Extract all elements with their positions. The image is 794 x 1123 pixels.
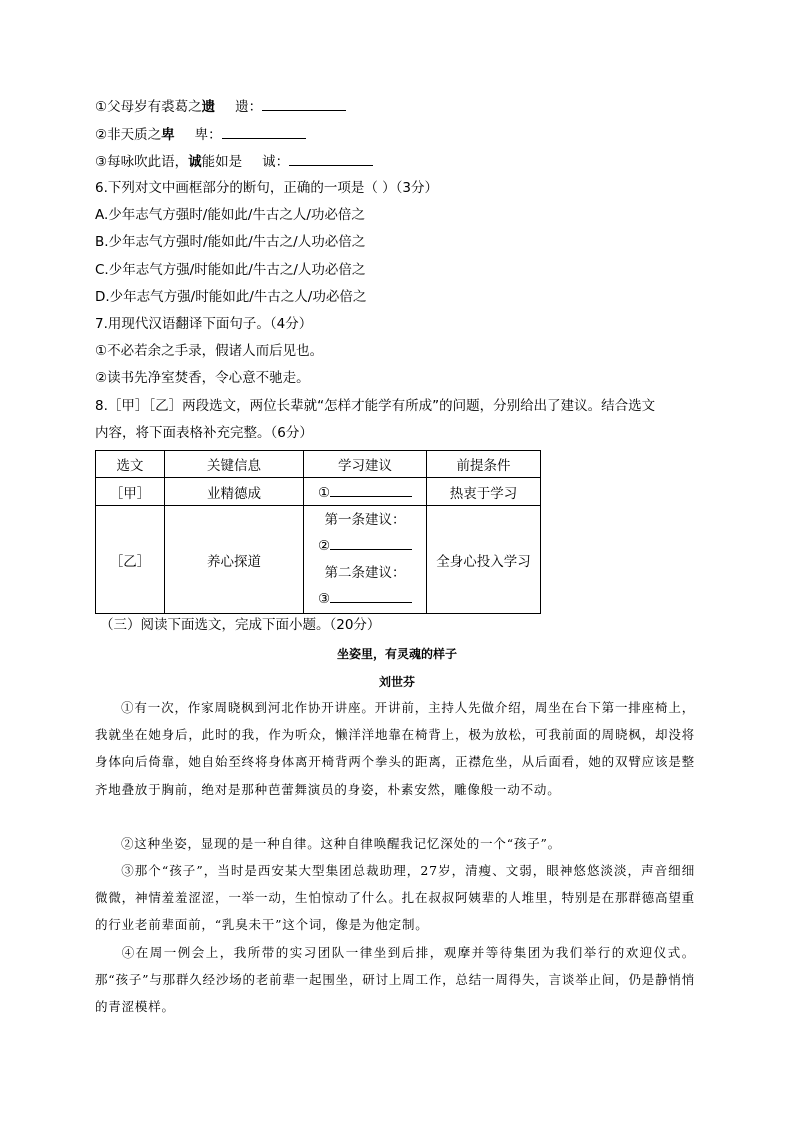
q5-item-3: ③每咏吹此语，诚能如是 诚： [95,151,373,172]
table-header: 选文 [96,451,165,478]
table-header: 学习建议 [304,451,427,478]
answer-table [95,450,541,614]
answer-blank[interactable] [222,124,306,139]
q5-item-1: ①父母岁有裘葛之遗 遗： [95,96,346,117]
table-cell: ［乙］ [96,506,165,614]
q7-stem: 7.用现代汉语翻译下面句子。（4分） [95,316,313,332]
answer-blank[interactable] [262,96,346,111]
advice-label: 第一条建议： [324,511,406,528]
q8-stem-line-2: 内容，将下面表格补充完整。（6分） [95,425,313,441]
q7-sentence-2: ②读书先净室焚香，令心意不驰走。 [95,370,310,386]
paragraph-2: ②这种坐姿，显现的是一种自律。这种自律唤醒我记忆深处的一个“孩子”。 [121,836,561,851]
answer-blank[interactable] [330,535,412,550]
article-author: 刘世芬 [378,675,415,689]
q7-sentence-1: ①不必若余之手录，假诸人而后见也。 [95,343,324,359]
answer-blank[interactable] [330,588,412,603]
article-title: 坐姿里，有灵魂的样子 [336,647,457,661]
paragraph-1: ①有一次，作家周晓枫到河北作协开讲座。开讲前，主持人先做介绍，周坐在台下第一排座椅上，我就坐在她身后，此时的我，作为听众，懒洋洋地靠在椅背上，极为放松，可我前面的周晓枫，却没将身体向后倚靠，她自始至终将身体离开椅背两个拳头的距离，正襟危坐，从后面看，她的双臂应该是整齐地叠放于胸前，绝对是那种芭蕾舞演员的身姿，朴素安然，雕像般一动不动。 [95,700,695,797]
q6-option-b[interactable]: B.少年志气方强时/能如此/牛古之/人功必倍之 [95,234,366,250]
paragraph-3: ③那个“孩子”，当时是西安某大型集团总裁助理，27岁，清瘦、文弱，眼神悠悠淡淡，声音细细微微，神情羞羞涩涩，一举一动，生怕惊动了什么。扎在叔叔阿姨辈的人堆里，特别是在那群德高望重的行业老前辈面前，“乳臭未干”这个词，像是为他定制。 [95,863,695,933]
table-cell: 热衷于学习 [427,478,541,506]
q5-item-2: ②非天质之卑 卑： [95,124,306,145]
q6-option-d[interactable]: D.少年志气方强/时能如此/牛古之人/功必倍之 [95,289,367,305]
q6-option-c[interactable]: C.少年志气方强/时能如此/牛古之/人功必倍之 [95,262,366,278]
answer-blank[interactable] [330,482,412,497]
paragraph-4: ④在周一例会上，我所带的实习团队一律坐到后排，观摩并等待集团为我们举行的欢迎仪式。那“孩子”与那群久经沙场的老前辈一起围坐，研讨上周工作，总结一周得失，言谈举止间，仍是静悄悄的青涩模样。 [95,945,695,1015]
advice-label: 第二条建议： [324,564,406,581]
table-cell: ① [304,478,427,506]
section-instruction: （三）阅读下面选文，完成下面小题。（20分） [100,617,381,633]
table-header: 关键信息 [165,451,304,478]
table-cell: 养心探道 [165,506,304,614]
table-cell: 业精德成 [165,478,304,506]
q6-option-a[interactable]: A.少年志气方强时/能如此/牛古之人/功必倍之 [95,207,365,223]
q8-stem-line-1: 8.［甲］［乙］两段选文，两位长辈就“怎样才能学有所成”的问题，分别给出了建议。结合选文 [95,398,656,414]
table-header: 前提条件 [427,451,541,478]
table-cell: 第一条建议： ② 第二条建议： ③ [304,506,427,614]
answer-blank[interactable] [289,151,373,166]
table-cell: ［甲］ [96,478,165,506]
q6-stem: 6.下列对文中画框部分的断句，正确的一项是（ ）（3分） [95,180,439,196]
table-cell: 全身心投入学习 [427,506,541,614]
